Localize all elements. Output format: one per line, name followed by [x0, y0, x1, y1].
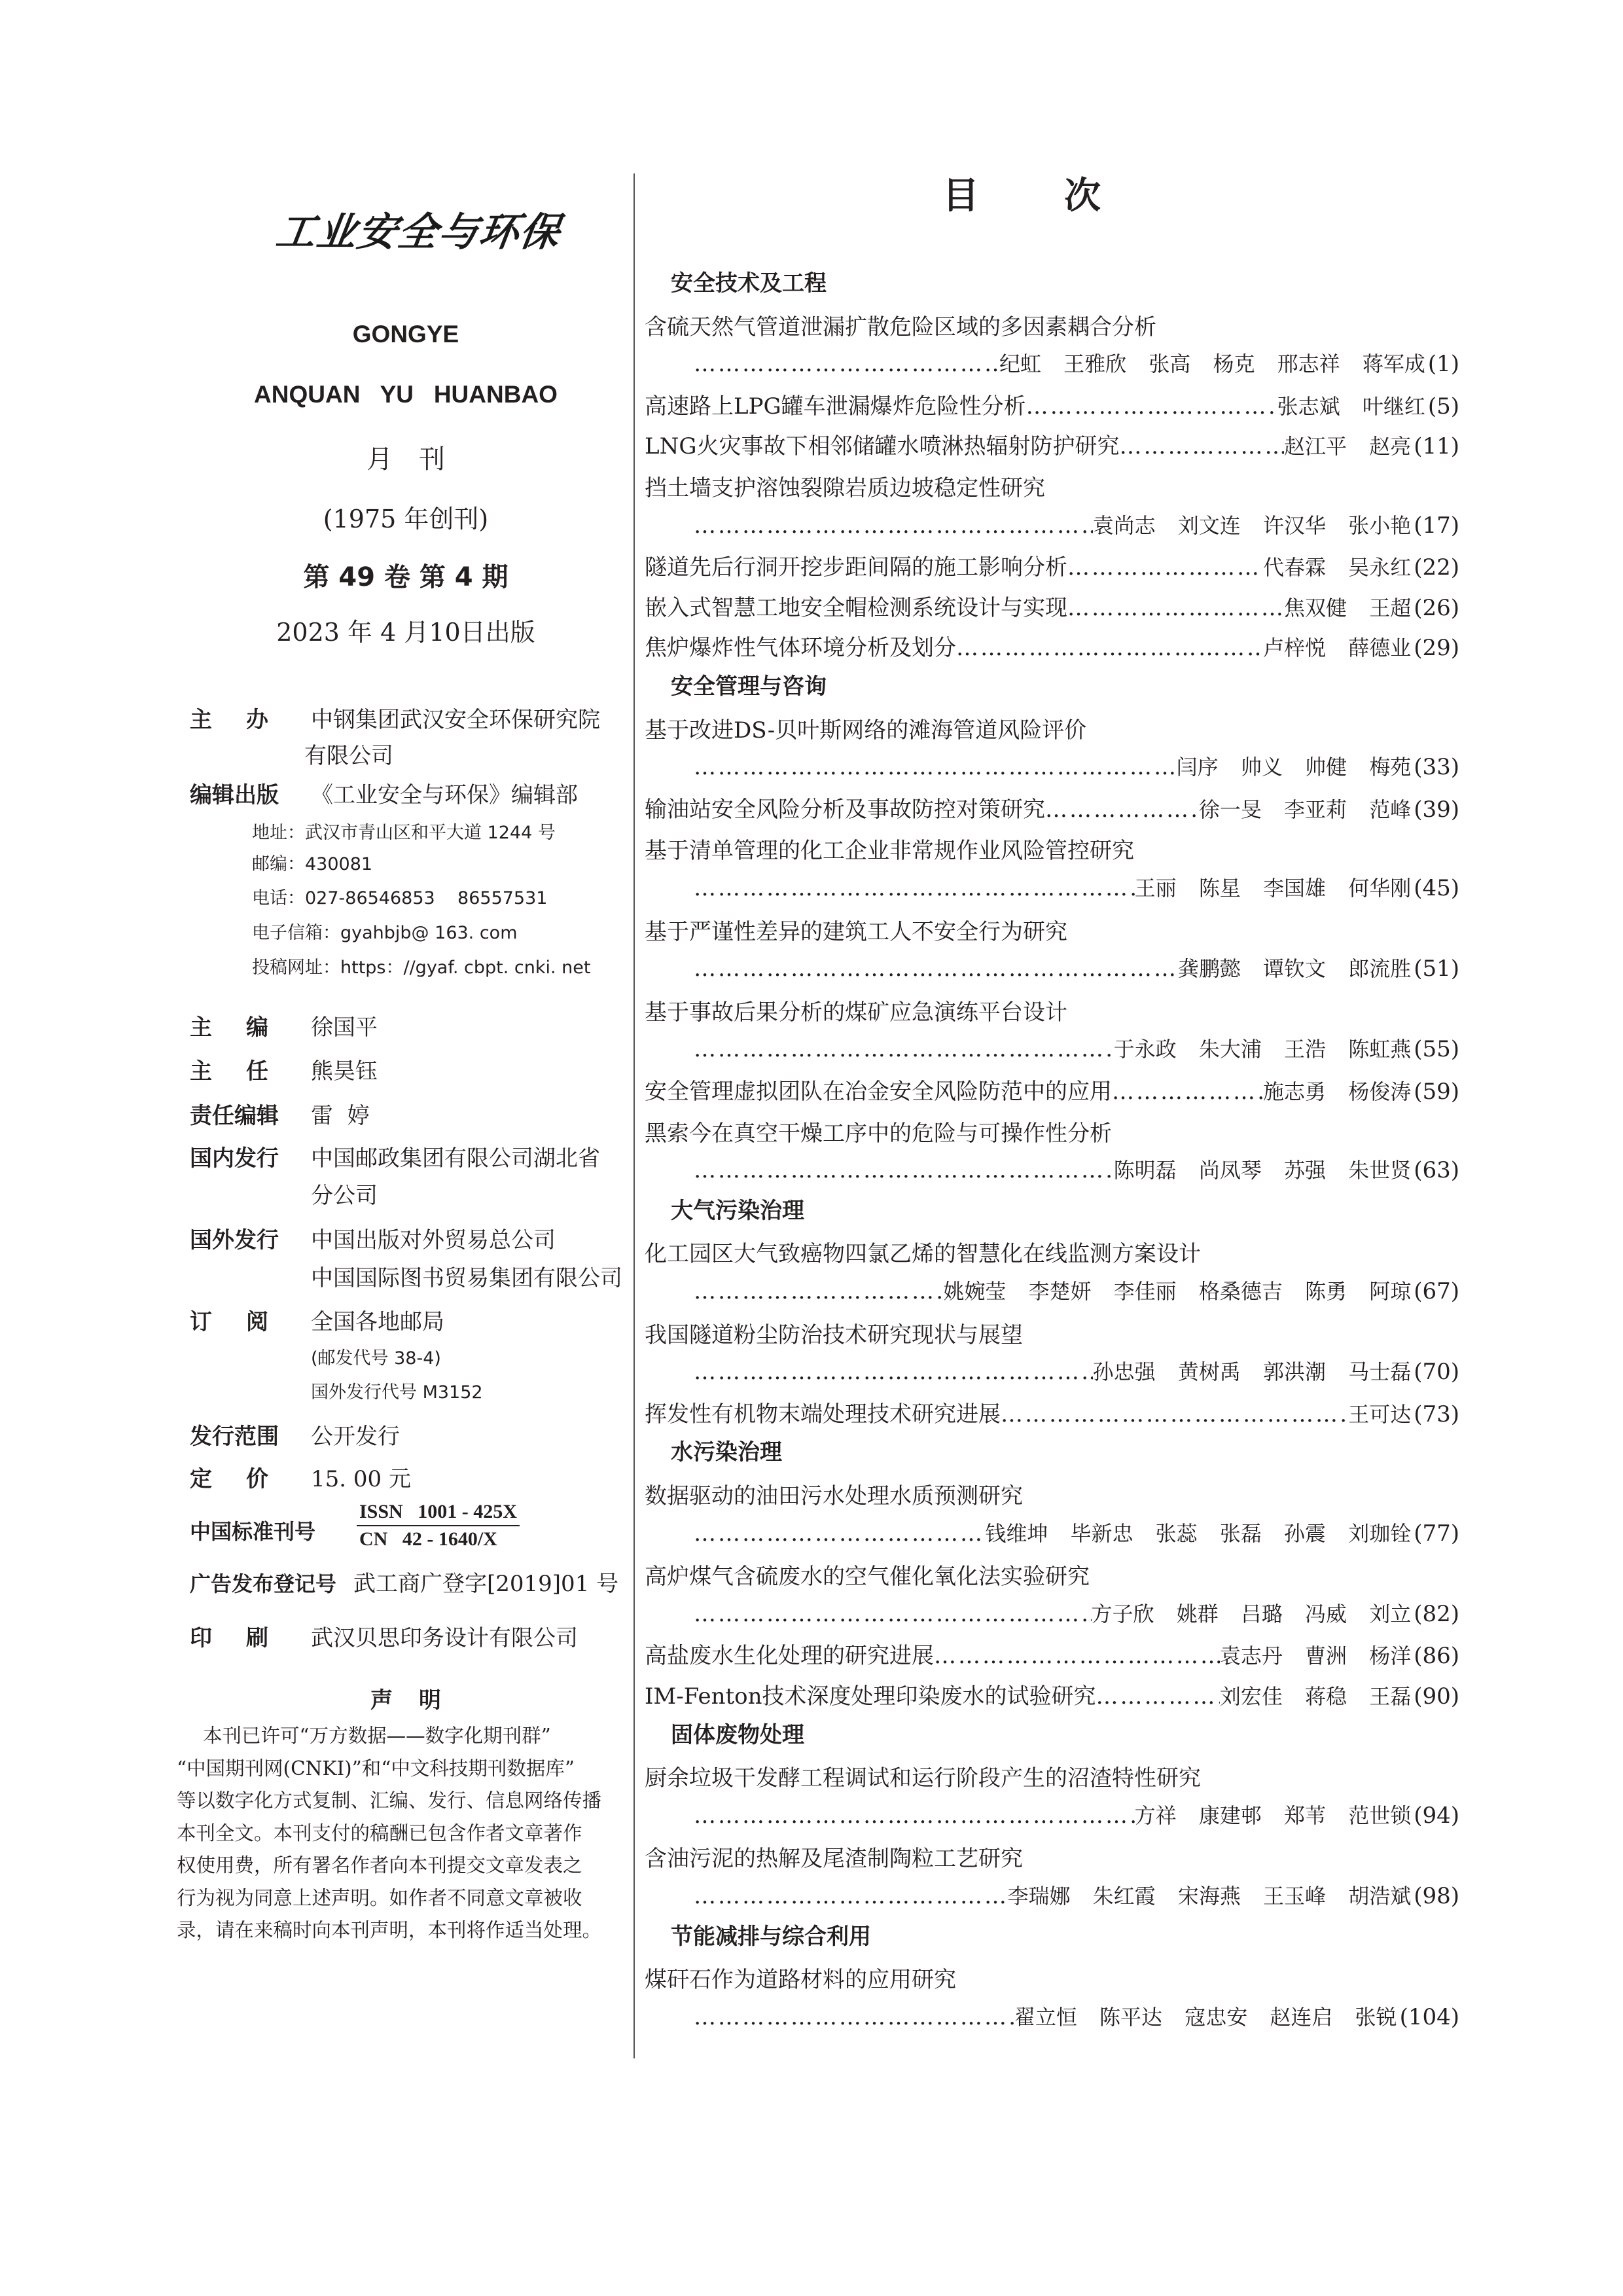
toc-article-authors: 孙忠强 黄树禹 郭洪潮 马士磊: [1092, 1359, 1412, 1385]
leader-dots: [956, 635, 1263, 661]
leader-dots: [694, 754, 1177, 780]
toc-article-title[interactable]: 基于严谨性差异的建筑工人不安全行为研究: [645, 918, 1067, 945]
toc-article-title[interactable]: 输油站安全风险分析及事故防控对策研究: [645, 796, 1045, 823]
toc-article-authors-line: [694, 1033, 1459, 1062]
leader-dots: [934, 1643, 1220, 1669]
toc-article-page: (29): [1414, 635, 1459, 662]
volume-issue: 第 49 卷 第 4 期: [303, 562, 508, 592]
toc-article-authors-line: [694, 1154, 1459, 1183]
toc-section-heading: 水污染治理: [671, 1439, 782, 1466]
pinyin-title-line2: ANQUAN YU HUANBAO: [254, 381, 558, 408]
toc-article-authors: 焦双健 王超: [1284, 595, 1412, 620]
leader-dots: [1001, 1401, 1348, 1427]
declaration-line: 录，请在来稿时向本刊声明，本刊将作适当处理。: [177, 1919, 602, 1941]
toc-article-authors: 王可达: [1348, 1401, 1412, 1427]
leader-dots: [694, 956, 1178, 982]
toc-article-title[interactable]: 高盐废水生化处理的研究进展: [645, 1643, 934, 1670]
toc-article-page: (63): [1414, 1157, 1459, 1184]
toc-article-page: (26): [1414, 594, 1459, 621]
toc-article-title[interactable]: 挥发性有机物末端处理技术研究进展: [645, 1401, 1001, 1427]
toc-article-authors-line: [694, 1799, 1459, 1828]
toc-article-entry[interactable]: [645, 630, 1459, 662]
toc-article-authors: 方子欣 姚群 吕璐 冯威 刘立: [1091, 1601, 1412, 1626]
toc-article-title[interactable]: 安全管理虚拟团队在冶金安全风险防范中的应用: [645, 1079, 1112, 1105]
toc-article-page: (33): [1414, 754, 1459, 781]
toc-article-page: (1): [1427, 351, 1459, 378]
toc-article-entry[interactable]: [645, 1678, 1459, 1710]
toc-article-title[interactable]: 基于改进DS-贝叶斯网络的滩海管道风险评价: [645, 717, 1087, 744]
declaration-line: 本刊全文。本刊支付的稿酬已包含作者文章著作: [177, 1821, 582, 1844]
toc-article-authors: 徐一旻 李亚莉 范峰: [1198, 797, 1412, 822]
issn-block: [357, 1499, 520, 1552]
leader-dots: [694, 875, 1135, 901]
toc-article-entry[interactable]: [645, 1638, 1459, 1670]
declaration-line: 本刊已许可“万方数据——数字化期刊群”: [203, 1725, 551, 1747]
toc-section-heading: 节能减排与综合利用: [671, 1923, 871, 1950]
email: 电子信箱：gyahbjb@ 163. com: [252, 923, 518, 943]
toc-article-authors: 闫序 帅义 帅健 梅苑: [1176, 755, 1412, 780]
cn-number: CN 42 - 1640/X: [359, 1528, 497, 1550]
toc-article-authors: 袁志丹 曹洲 杨洋: [1219, 1643, 1412, 1669]
toc-article-authors: 纪虹 王雅欣 张高 杨克 邢志祥 蒋军成: [999, 351, 1425, 377]
toc-article-page: (45): [1414, 875, 1459, 901]
toc-article-authors: 赵江平 赵亮: [1284, 434, 1412, 459]
toc-article-authors-line: [694, 872, 1459, 901]
leader-dots: [694, 1359, 1093, 1385]
toc-article-authors-line: [694, 348, 1459, 376]
toc-article-title[interactable]: 基于事故后果分析的煤矿应急演练平台设计: [645, 999, 1067, 1026]
toc-article-authors-line: [694, 1880, 1459, 1909]
toc-article-page: (17): [1414, 512, 1459, 539]
address: 地址：武汉市青山区和平大道 1244 号: [252, 823, 556, 843]
toc-article-authors-line: [694, 2001, 1459, 2030]
declaration-title: 声明: [370, 1687, 467, 1713]
toc-article-authors: 钱维坤 毕新忠 张蕊 张磊 孙震 刘珈铨: [985, 1520, 1412, 1546]
toc-article-page: (22): [1414, 554, 1459, 581]
toc-article-page: (98): [1414, 1883, 1459, 1909]
toc-article-title[interactable]: 煤矸石作为道路材料的应用研究: [645, 1967, 956, 1994]
leader-dots: [1026, 393, 1277, 420]
leader-dots: [694, 1278, 943, 1304]
leader-dots: [694, 1803, 1135, 1829]
toc-article-authors-line: [694, 509, 1459, 538]
toc-article-entry[interactable]: [645, 791, 1459, 823]
toc-article-authors: 施志勇 杨俊涛: [1263, 1079, 1412, 1104]
toc-article-authors: 张志斌 叶继红: [1277, 393, 1425, 419]
leader-dots: [694, 1157, 1114, 1183]
phone: 电话：027-86546853 86557531: [252, 888, 548, 908]
toc-article-title[interactable]: 我国隧道粉尘防治技术研究现状与展望: [645, 1321, 1023, 1348]
frequency: 月刊: [366, 444, 471, 475]
leader-dots: [1096, 1683, 1220, 1710]
toc-article-page: (59): [1414, 1079, 1459, 1105]
leader-dots: [694, 512, 1093, 539]
declaration-line: 行为视为同意上述声明。如作者不同意文章被收: [177, 1886, 582, 1909]
toc-article-title[interactable]: 挡土墙支护溶蚀裂隙岩质边坡稳定性研究: [645, 475, 1045, 501]
toc-article-title[interactable]: LNG火灾事故下相邻储罐水喷淋热辐射防护研究: [645, 433, 1120, 460]
toc-article-page: (70): [1414, 1359, 1459, 1386]
leader-dots: [694, 351, 999, 377]
toc-section-heading: 安全技术及工程: [671, 270, 827, 296]
toc-article-page: (5): [1427, 393, 1459, 420]
toc-title: 目次: [942, 175, 1186, 217]
logo-text: 工业安全与环保: [273, 209, 564, 255]
leader-dots: [1045, 797, 1199, 823]
toc-article-authors: 姚婉莹 李楚妍 李佳丽 格桑德吉 陈勇 阿琼: [943, 1279, 1412, 1304]
toc-article-entry[interactable]: [645, 1396, 1459, 1425]
toc-article-title[interactable]: 含硫天然气管道泄漏扩散危险区域的多因素耦合分析: [645, 314, 1156, 340]
leader-dots: [1067, 554, 1263, 581]
toc-article-page: (82): [1414, 1600, 1459, 1627]
leader-dots: [694, 2004, 1014, 2030]
toc-article-title[interactable]: 嵌入式智慧工地安全帽检测系统设计与实现: [645, 594, 1067, 621]
toc-article-entry[interactable]: [645, 1073, 1459, 1105]
toc-article-authors: 王丽 陈星 李国雄 何华刚: [1134, 876, 1412, 901]
toc-article-title[interactable]: 黑索今在真空干燥工序中的危险与可操作性分析: [645, 1120, 1112, 1147]
declaration-line: “中国期刊网(CNKI)”和“中文科技期刊数据库”: [177, 1757, 575, 1780]
leader-dots: [694, 1520, 985, 1547]
toc-article-authors-line: [694, 1598, 1459, 1626]
toc-article-authors: 刘宏佳 蒋稳 王磊: [1219, 1684, 1412, 1709]
publish-date: 2023 年 4 月10日出版: [276, 618, 535, 647]
toc-article-title[interactable]: 厨余垃圾干发酵工程调试和运行阶段产生的沼渣特性研究: [645, 1765, 1201, 1792]
toc-section-heading: 固体废物处理: [671, 1721, 804, 1748]
postal-code-number: (邮发代号 38-4): [311, 1348, 441, 1369]
toc-article-page: (73): [1414, 1401, 1459, 1427]
toc-article-authors: 卢梓悦 薛德业: [1263, 636, 1412, 661]
toc-article-page: (55): [1414, 1036, 1459, 1063]
toc-article-authors: 于永政 朱大浦 王浩 陈虹燕: [1113, 1037, 1412, 1062]
founded-year: (1975 年创刊): [323, 505, 489, 533]
leader-dots: [1067, 595, 1284, 621]
toc-article-entry[interactable]: [645, 590, 1459, 619]
postcode: 邮编：430081: [252, 854, 373, 874]
toc-article-page: (39): [1414, 796, 1459, 823]
toc-article-authors: 陈明磊 尚凤琴 苏强 朱世贤: [1113, 1158, 1412, 1183]
journal-contents-page: 工业安全与环保 GONGYE ANQUAN YU HUANBAO 月刊 (1975 年创刊) 第 49 卷 第 4 期 2023 年 4 月10日出版 主办 中钢集团武汉安全环保研究院 有限公司 编辑出版 《工业安全与环保》编辑部 地址：武汉市青山区和平大道 1244 号 邮编：430081 电话：027-86546853 86557531 电子信箱：gyahbjb@ 163. com 投稿网址：https：//gyaf. cbpt. cnki. net 主编 徐国平 主任 熊昊钰 责任编辑 雷 婷 国内发行 中国邮政集团有限公司湖北省 分公司 国外发行 中国出版对外贸易总公司 中国国际图书贸易集团有限公司 订阅 全国各地邮局 (邮发代号 38-4) 国外发行代号 M3152 发行范围 公开发行 定价 15. 00 元 中国标准刊号 ISSN 1001 - 425X CN 42 - 1640/X 广告发布登记号 武工商广登字[2019]01 号 印刷 武汉贝思印务设计有限公司 声明 本刊已许可“万方数据——数字化期刊群” “中国期刊网(CNKI)”和“中文科技期刊数据库” 等以数字化方式复制、汇编、发行、信息网络传播 本刊全文。本刊支付的稿酬已包含作者文章著作 权使用费，所有署名作者向本刊提交文章发表之 行为视为同意上述声明。如作者不同意文章被收 录，请在来稿时向本刊声明，本刊将作适当处理。 目次 安全技术及工程 含硫天然气管道泄漏扩散危险区域的多因素耦合分析 ………………………………………………………………………………………………………………………………………………………………………………………………………………… 纪虹 王雅欣 张高 杨克 邢志祥 蒋军成 (1) 高速路上LPG罐车泄漏爆炸危险性分析 ………………………………………………………………………………………………………………………………………………………………………………………………………………… 张志斌 叶继红 (5) LNG火灾事故下相邻储罐水喷淋热辐射防护研究 ………………………………………………………………………………………………………………………………………………………………………………………………………………… 赵江平 赵亮 (11) 挡土墙支护溶蚀裂隙岩质边坡稳定性研究 ………………………………………………………………………………………………………………………………………………………………………………………………………………… 袁尚志 刘文连 许汉华 张小艳 (17) 隧道先后行洞开挖步距间隔的施工影响分析 ………………………………………………………………………………………………………………………………………………………………………………………………………………… 代春霖 吴永红 (22) 嵌入式智慧工地安全帽检测系统设计与实现 ………………………………………………………………………………………………………………………………………………………………………………………………………………… 焦双健 王超 (26) 焦炉爆炸性气体环境分析及划分 ………………………………………………………………………………………………………………………………………………………………………………………………………………… 卢梓悦 薛德业 (29) 安全管理与咨询 基于改进DS-贝叶斯网络的滩海管道风险评价 ………………………………………………………………………………………………………………………………………………………………………………………………………………… 闫序 帅义 帅健 梅苑 (33) 输油站安全风险分析及事故防控对策研究 ………………………………………………………………………………………………………………………………………………………………………………………………………………… 徐一旻 李亚莉 范峰 (39) 基于清单管理的化工企业非常规作业风险管控研究 ………………………………………………………………………………………………………………………………………………………………………………………………………………… 王丽 陈星 李国雄 何华刚 (45) 基于严谨性差异的建筑工人不安全行为研究 ………………………………………………………………………………………………………………………………………………………………………………………………………………… 龚鹏懿 谭钦文 郎流胜 (51) 基于事故后果分析的煤矿应急演练平台设计 ………………………………………………………………………………………………………………………………………………………………………………………………………………… 于永政 朱大浦 王浩 陈虹燕 (55) 安全管理虚拟团队在冶金安全风险防范中的应用 ………………………………………………………………………………………………………………………………………………………………………………………………………………… 施志勇 杨俊涛 (59) 黑索今在真空干燥工序中的危险与可操作性分析 ………………………………………………………………………………………………………………………………………………………………………………………………………………… 陈明磊 尚凤琴 苏强 朱世贤 (63) 大气污染治理 化工园区大气致癌物四氯乙烯的智慧化在线监测方案设计 ………………………………………………………………………………………………………………………………………………………………………………………………………………… 姚婉莹 李楚妍 李佳丽 格桑德吉 陈勇 阿琼 (67) 我国隧道粉尘防治技术研究现状与展望 ………………………………………………………………………………………………………………………………………………………………………………………………………………… 孙忠强 黄树禹 郭洪潮 马士磊 (70) 挥发性有机物末端处理技术研究进展 ………………………………………………………………………………………………………………………………………………………………………………………………………………… 王可达 (73) 水污染治理 数据驱动的油田污水处理水质预测研究 ………………………………………………………………………………………………………………………………………………………………………………………………………………… 钱维坤 毕新忠 张蕊 张磊 孙震 刘珈铨 (77) 高炉煤气含硫废水的空气催化氧化法实验研究 ………………………………………………………………………………………………………………………………………………………………………………………………………………… 方子欣 姚群 吕璐 冯威 刘立 (82) 高盐废水生化处理的研究进展 ………………………………………………………………………………………………………………………………………………………………………………………………………………… 袁志丹 曹洲 杨洋 (86) IM-Fenton技术深度处理印染废水的试验研究 ………………………………………………………………………………………………………………………………………………………………………………………………………………… 刘宏佳 蒋稳 王磊 (90) 固体废物处理 厨余垃圾干发酵工程调试和运行阶段产生的沼渣特性研究 ………………………………………………………………………………………………………………………………………………………………………………………………………………… 方祥 康建邨 郑苇 范世锁 (94) 含油污泥的热解及尾渣制陶粒工艺研究 ………………………………………………………………………………………………………………………………………………………………………………………………………………… 李瑞娜 朱红霞 宋海燕 王玉峰 胡浩斌 (98) 节能减排与综合利用 煤矸石作为道路材料的应用研究 ………………………………………………………………………………………………………………………………………………………………………………………………………………… 翟立恒 陈平达 寇忠安 赵连启 张锐 (104): [0, 0, 1623, 2296]
pinyin-title-line1: GONGYE: [352, 321, 459, 348]
toc-article-authors-line: [694, 751, 1459, 780]
toc-article-title[interactable]: 数据驱动的油田污水处理水质预测研究: [645, 1483, 1023, 1509]
toc-article-authors-line: [694, 1355, 1459, 1384]
toc-article-entry[interactable]: [645, 428, 1459, 460]
toc-article-title[interactable]: 高速路上LPG罐车泄漏爆炸危险性分析: [645, 393, 1026, 420]
toc-article-title[interactable]: 化工园区大气致癌物四氯乙烯的智慧化在线监测方案设计: [645, 1241, 1201, 1268]
toc-article-title[interactable]: 基于清单管理的化工企业非常规作业风险管控研究: [645, 838, 1134, 865]
toc-article-title[interactable]: 高炉煤气含硫废水的空气催化氧化法实验研究: [645, 1564, 1090, 1590]
leader-dots: [694, 1883, 1008, 1909]
leader-dots: [694, 1036, 1114, 1062]
declaration-body: [177, 1720, 635, 1947]
toc-article-authors: 袁尚志 刘文连 许汉华 张小艳: [1092, 512, 1412, 538]
toc-article-authors-line: [694, 952, 1459, 981]
toc-article-authors: 李瑞娜 朱红霞 宋海燕 王玉峰 胡浩斌: [1007, 1884, 1412, 1909]
toc-article-title[interactable]: 含油污泥的热解及尾渣制陶粒工艺研究: [645, 1846, 1023, 1873]
toc-section-heading: 大气污染治理: [671, 1197, 804, 1224]
declaration-line: 等以数字化方式复制、汇编、发行、信息网络传播: [177, 1789, 602, 1812]
toc-article-page: (11): [1414, 433, 1459, 460]
overseas-code-number: 国外发行代号 M3152: [311, 1382, 483, 1403]
toc-article-page: (77): [1414, 1520, 1459, 1547]
toc-article-authors-line: [694, 1275, 1459, 1304]
leader-dots: [694, 1601, 1092, 1627]
toc-article-authors: 方祥 康建邨 郑苇 范世锁: [1134, 1803, 1412, 1828]
toc-article-authors: 翟立恒 陈平达 寇忠安 赵连启 张锐: [1014, 2004, 1397, 2030]
toc-article-entry[interactable]: [645, 388, 1459, 420]
toc-article-title[interactable]: 焦炉爆炸性气体环境分析及划分: [645, 635, 956, 662]
leader-dots: [1112, 1079, 1263, 1105]
toc-article-title[interactable]: IM-Fenton技术深度处理印染废水的试验研究: [645, 1683, 1096, 1710]
column-divider: [633, 173, 635, 2058]
toc-article-authors: 龚鹏懿 谭钦文 郎流胜: [1177, 956, 1412, 982]
leader-dots: [1120, 433, 1285, 459]
toc-article-authors: 代春霖 吴永红: [1263, 555, 1412, 581]
toc-article-authors-line: [694, 1517, 1459, 1546]
toc-article-page: (94): [1414, 1802, 1459, 1829]
toc-article-page: (51): [1414, 956, 1459, 982]
toc-section-heading: 安全管理与咨询: [671, 673, 827, 700]
toc-article-entry[interactable]: [645, 549, 1459, 581]
toc-article-page: (86): [1414, 1643, 1459, 1670]
toc-article-page: (67): [1414, 1278, 1459, 1304]
submission-website: 投稿网址：https：//gyaf. cbpt. cnki. net: [252, 958, 591, 978]
toc-article-page: (90): [1414, 1683, 1459, 1710]
declaration-line: 权使用费，所有署名作者向本刊提交文章发表之: [177, 1854, 582, 1876]
issn: ISSN 1001 - 425X: [357, 1499, 520, 1526]
toc-article-title[interactable]: 隧道先后行洞开挖步距间隔的施工影响分析: [645, 554, 1067, 581]
toc-article-page: (104): [1399, 2003, 1459, 2030]
journal-logo: [242, 200, 596, 259]
